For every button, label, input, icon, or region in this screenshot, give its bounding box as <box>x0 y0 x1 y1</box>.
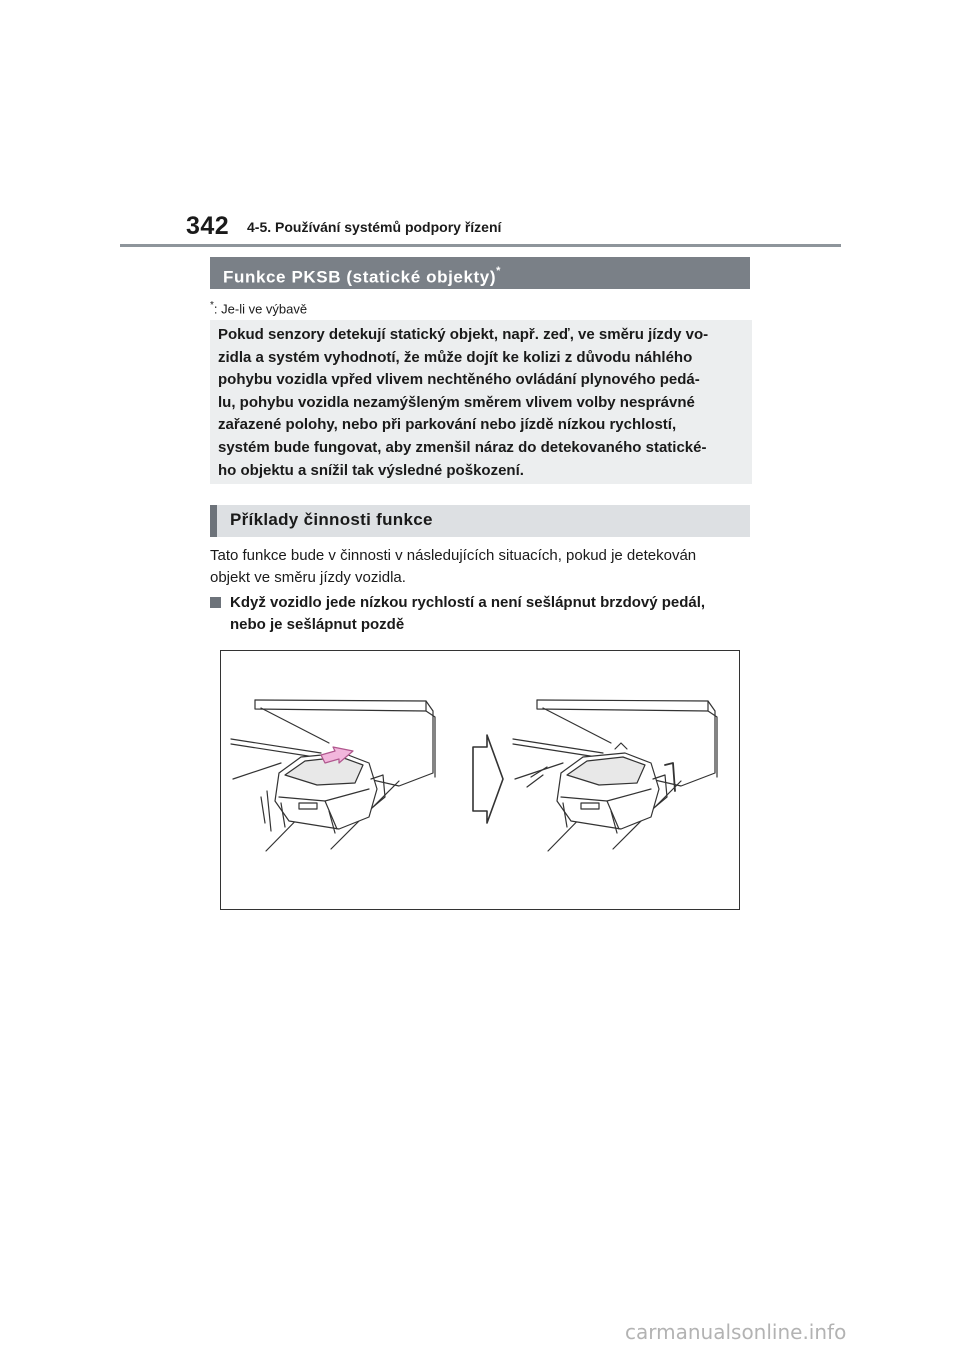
title-bar <box>210 257 750 289</box>
header-rule <box>120 244 841 247</box>
footnote-asterisk: * <box>210 300 214 311</box>
watermark: carmanualsonline.info <box>625 1320 847 1344</box>
summary-line: pohybu vozidla vpřed vlivem nechtěného ovládání plynového pedá- <box>218 371 700 389</box>
title-text: Funkce PKSB (statické objekty) <box>223 267 497 287</box>
summary-line: zařazené polohy, nebo při parkování nebo jízdě nízkou rychlostí, <box>218 416 677 434</box>
page-number: 342 <box>186 212 230 240</box>
subheading: Příklady činnosti funkce <box>210 505 750 537</box>
parking-illustration <box>221 651 739 909</box>
bullet-line: Když vozidlo jede nízkou rychlostí a není sešlápnut brzdový pedál, <box>230 594 706 611</box>
right-scene <box>513 700 717 851</box>
summary-line: lu, pohybu vozidla nezamýšleným směrem vlivem volby nesprávné <box>218 393 695 411</box>
summary-box <box>210 320 752 484</box>
intro-paragraph <box>210 545 755 589</box>
summary-line: zidla a systém vyhodnotí, že může dojít ke kolizi z důvodu náhlého <box>218 348 693 366</box>
footnote-text: : Je-li ve výbavě <box>213 301 308 317</box>
intro-line: Tato funkce bude v činnosti v následujících situacích, pokud je detekován <box>210 547 697 564</box>
left-scene <box>231 700 435 851</box>
illustration-frame <box>220 650 740 910</box>
section-title: 4-5. Používání systémů podpory řízení <box>247 219 502 235</box>
intro-line: objekt ve směru jízdy vozidla. <box>210 569 406 586</box>
square-bullet-icon <box>210 597 221 608</box>
title-asterisk: * <box>496 265 501 277</box>
summary-line: Pokud senzory detekují statický objekt, např. zeď, ve směru jízdy vo- <box>218 326 709 343</box>
footnote <box>210 300 307 316</box>
transition-arrow <box>473 735 503 823</box>
summary-line: systém bude fungovat, aby zmenšil náraz do detekovaného statické- <box>218 438 707 456</box>
bullet-text <box>230 592 755 636</box>
bullet-line: nebo je sešlápnut pozdě <box>230 616 405 633</box>
summary-line: ho objektu a snížil tak výsledné poškození. <box>218 461 524 479</box>
